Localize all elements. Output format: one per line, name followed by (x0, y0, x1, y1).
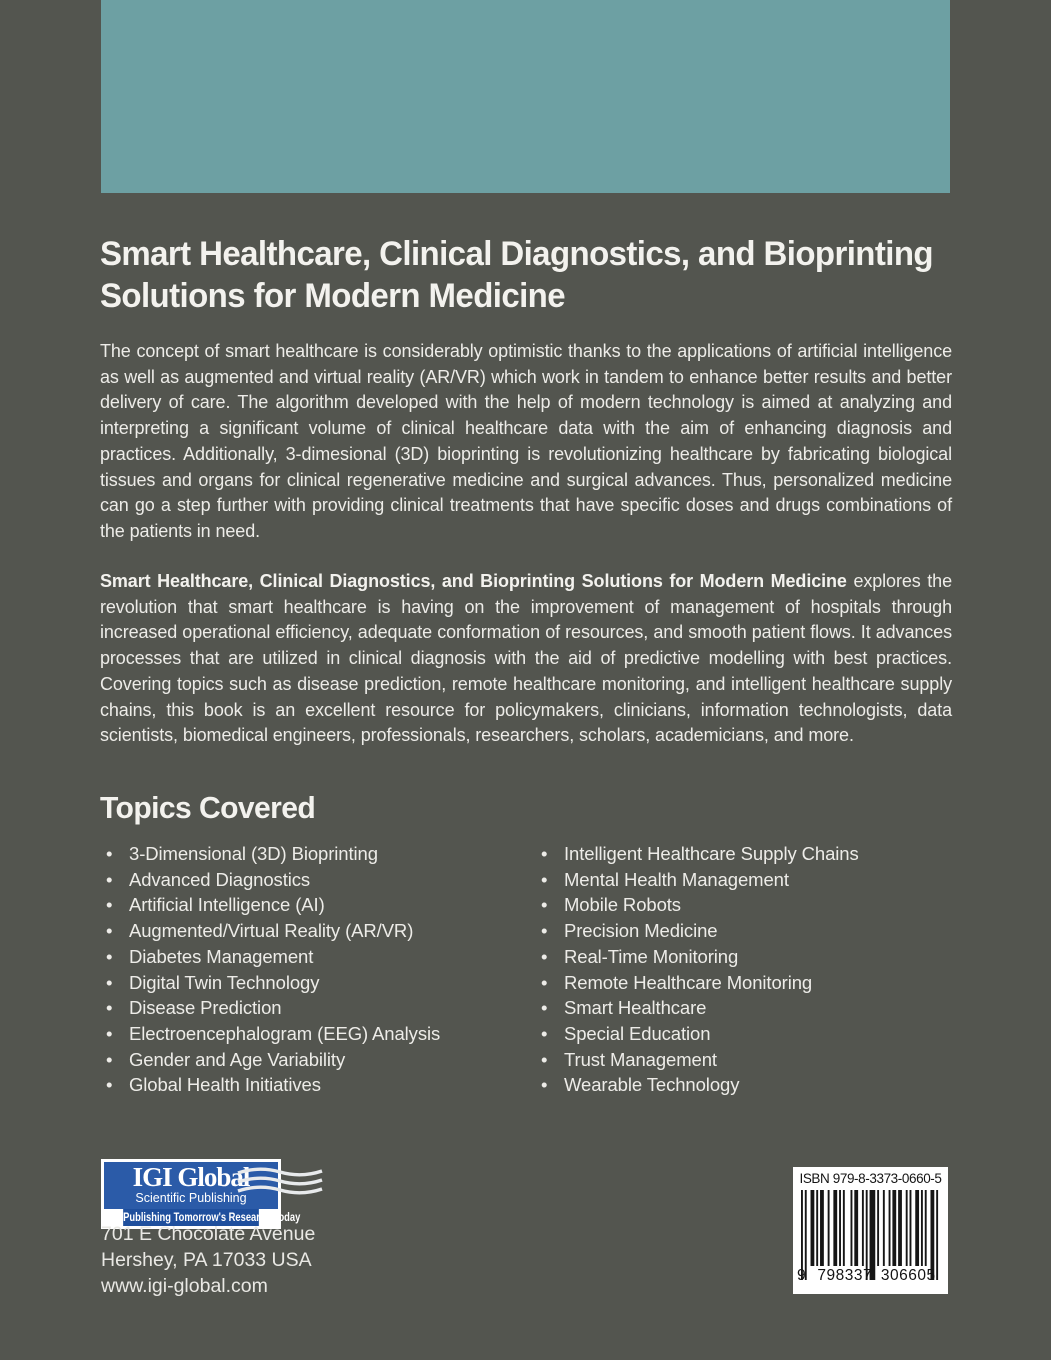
bullet-icon: • (541, 971, 548, 993)
bullet-icon: • (541, 894, 548, 916)
bullet-icon: • (106, 920, 113, 942)
bullet-icon: • (541, 1022, 548, 1044)
barcode-digit-first: 9 (797, 1267, 807, 1284)
description-paragraph-1: The concept of smart healthcare is considerably optimistic thanks to the applications of artificial intelligence as well as augmented and virtual reality (AR/VR) which work in tandem to enhance better results and better delivery of care. The algorithm developed with the help of modern technology is aimed at analyzing and interpreting a significant volume of clinical healthcare data with the aim of enhancing diagnosis and practices. Additionally, 3-dimesional (3D) bioprinting is revolutionizing healthcare by fabricating biological tissues and organs for clinical regenerative medicine and surgical advances. Thus, personalized medicine can go a step further with providing clinical treatments that have specific doses and drugs combinations of the patients in need. (100, 341, 952, 541)
publisher-logo-subtitle: Scientific Publishing (135, 1191, 247, 1205)
list-item (100, 1047, 530, 1073)
list-item (100, 995, 530, 1021)
topic-label: Diabetes Management (129, 945, 314, 967)
list-item (100, 867, 530, 893)
book-title: Smart Healthcare, Clinical Diagnostics, and Bioprinting Solutions for Modern Medicine (100, 235, 933, 315)
publisher-logo-name: IGI Global (132, 1162, 250, 1192)
bullet-icon: • (541, 868, 548, 890)
topic-label: Mental Health Management (564, 868, 789, 890)
list-item (100, 970, 530, 996)
topic-label: Mobile Robots (564, 894, 681, 916)
address-line-1: 701 E Chocolate Avenue (101, 1223, 316, 1245)
publisher-logo-tagline: Publishing Tomorrow's Research Today (123, 1210, 301, 1224)
description-paragraph-2-rest: explores the revolution that smart healthcare is having on the improvement of management of hospitals through increased operational efficiency, adequate conformation of resources, and smooth patient flows. It advances processes that are utilized in clinical diagnosis with the aid of predictive modelling with best practices. Covering topics such as disease prediction, remote healthcare monitoring, and intelligent healthcare supply chains, this book is an excellent resource for policymakers, clinicians, information technologists, data scientists, biomedical engineers, professionals, researchers, scholars, academicians, and more. (100, 571, 952, 746)
bullet-icon: • (106, 997, 113, 1019)
bullet-icon: • (541, 945, 548, 967)
topic-label: 3-Dimensional (3D) Bioprinting (129, 843, 378, 864)
bullet-icon: • (106, 1048, 113, 1070)
bullet-icon: • (106, 945, 113, 967)
description-bold-lead: Smart Healthcare, Clinical Diagnostics, and Bioprinting Solutions for Modern Medicine (100, 571, 847, 591)
bullet-icon: • (106, 868, 113, 890)
teal-header-panel (101, 0, 950, 193)
isbn-barcode (793, 1167, 948, 1294)
list-item (100, 1072, 530, 1098)
list-item (535, 944, 965, 970)
topic-label: Precision Medicine (564, 920, 718, 942)
topics-list-right (535, 841, 965, 1098)
list-item (535, 1072, 965, 1098)
list-item (535, 867, 965, 893)
bullet-icon: • (541, 1074, 548, 1096)
list-item (100, 944, 530, 970)
topic-label: Wearable Technology (564, 1074, 740, 1096)
topic-label: Intelligent Healthcare Supply Chains (564, 843, 859, 864)
topics-list-left (100, 841, 530, 1098)
list-item (535, 970, 965, 996)
list-item (535, 841, 965, 867)
bullet-icon: • (106, 1074, 113, 1096)
publisher-address (101, 1221, 315, 1299)
topic-label: Digital Twin Technology (129, 971, 320, 993)
bullet-icon: • (541, 1048, 548, 1070)
topic-label: Global Health Initiatives (129, 1074, 321, 1096)
topic-label: Advanced Diagnostics (129, 868, 311, 890)
list-item (100, 892, 530, 918)
list-item (535, 1047, 965, 1073)
topic-label: Remote Healthcare Monitoring (564, 971, 813, 993)
list-item (100, 918, 530, 944)
address-line-2: Hershey, PA 17033 USA (101, 1249, 312, 1271)
description-paragraph-2 (100, 569, 952, 749)
list-item (100, 841, 530, 867)
topic-label: Gender and Age Variability (129, 1048, 346, 1070)
publisher-website: www.igi-global.com (101, 1275, 268, 1297)
barcode-digit-group: 798337 (817, 1267, 873, 1284)
list-item (100, 1021, 530, 1047)
topic-label: Augmented/Virtual Reality (AR/VR) (129, 920, 414, 942)
topic-label: Special Education (564, 1022, 711, 1044)
topic-label: Real-Time Monitoring (564, 945, 739, 967)
bullet-icon: • (541, 997, 548, 1019)
waves-icon (237, 1167, 323, 1199)
topic-label: Disease Prediction (129, 997, 282, 1019)
bullet-icon: • (106, 843, 113, 864)
bullet-icon: • (541, 920, 548, 942)
topic-label: Trust Management (564, 1048, 717, 1070)
list-item (535, 995, 965, 1021)
barcode-digits (797, 1267, 940, 1287)
list-item (535, 892, 965, 918)
bullet-icon: • (106, 1022, 113, 1044)
topic-label: Smart Healthcare (564, 997, 707, 1019)
bullet-icon: • (541, 843, 548, 864)
barcode-digit-group: 306605 (880, 1267, 936, 1284)
topic-label: Electroencephalogram (EEG) Analysis (129, 1022, 441, 1044)
isbn-number: ISBN 979-8-3373-0660-5 (799, 1171, 942, 1186)
list-item (535, 1021, 965, 1047)
bullet-icon: • (106, 894, 113, 916)
bullet-icon: • (106, 971, 113, 993)
list-item (535, 918, 965, 944)
topics-covered-heading: Topics Covered (100, 790, 316, 825)
topic-label: Artificial Intelligence (AI) (129, 894, 325, 916)
